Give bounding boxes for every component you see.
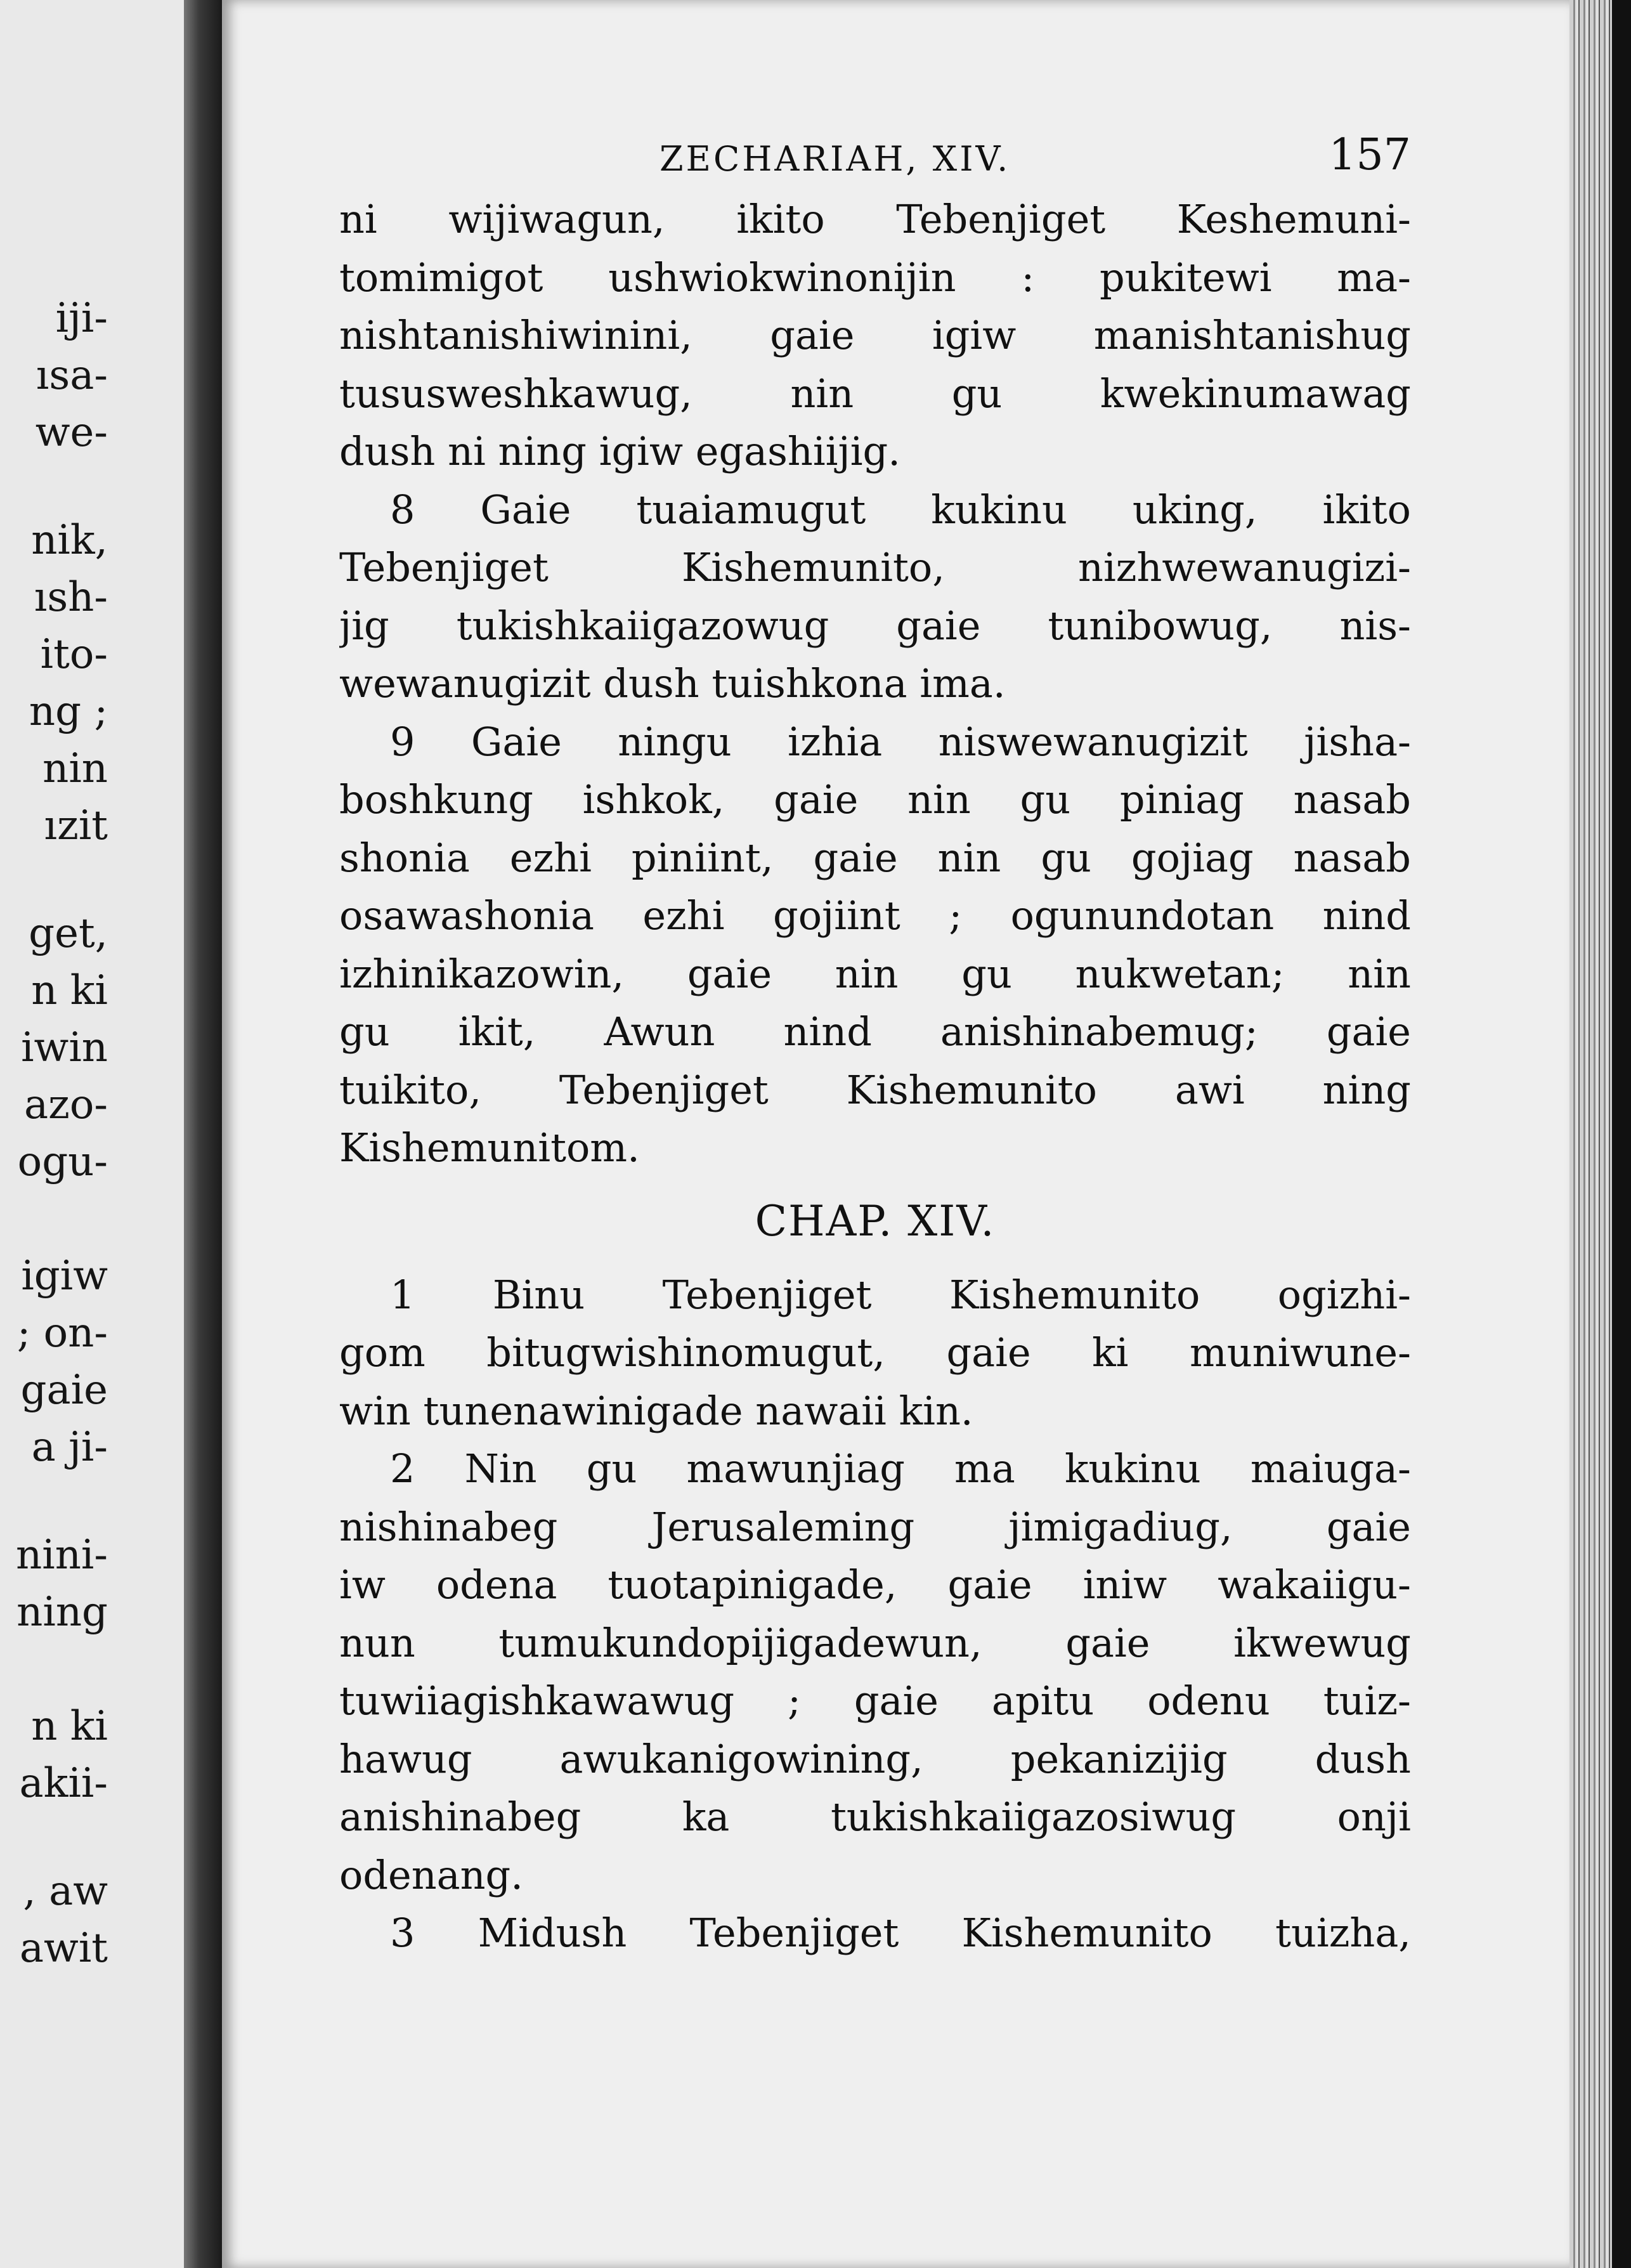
text-line: Kishemunitom. bbox=[339, 1124, 640, 1171]
left-page-fragment: nini- bbox=[16, 1532, 108, 1579]
text-line: Tebenjiget Kishemunito, nizhwewanugizi- bbox=[339, 544, 1411, 590]
text-line: anishinabeg ka tukishkaiigazosiwug onji bbox=[339, 1794, 1411, 1840]
left-page-fragment: ısa- bbox=[36, 352, 108, 399]
text-line: odenang. bbox=[339, 1851, 523, 1898]
text-line: gu ikit, Awun nind anishinabemug; gaie bbox=[339, 1008, 1411, 1055]
chapter-14-text bbox=[339, 1266, 1411, 1962]
text-line: tomimigot ushwiokwinonijin : pukitewi ma- bbox=[339, 254, 1411, 301]
text-line: 1 Binu Tebenjiget Kishemunito ogizhi- bbox=[390, 1271, 1411, 1318]
text-line: hawug awukanigowining, pekanizijig dush bbox=[339, 1735, 1411, 1782]
running-head bbox=[339, 130, 1411, 190]
left-page-fragment: ning bbox=[16, 1589, 108, 1636]
left-page-fragment: awit bbox=[19, 1925, 108, 1972]
text-line: nishtanishiwinini, gaie igiw manishtanishug bbox=[339, 312, 1411, 358]
left-page-fragment: get, bbox=[29, 910, 108, 957]
text-line: wewanugizit dush tuishkona ima. bbox=[339, 660, 1006, 707]
left-page-fragment: n ki bbox=[31, 967, 108, 1014]
text-line: jig tukishkaiigazowug gaie tunibowug, nis- bbox=[339, 602, 1411, 649]
left-page-fragment: iji- bbox=[55, 295, 108, 342]
text-line: iw odena tuotapinigade, gaie iniw wakaiigu- bbox=[339, 1561, 1411, 1608]
text-line: 8 Gaie tuaiamugut kukinu uking, ikito bbox=[390, 486, 1411, 533]
running-head-title: ZECHARIAH, XIV. bbox=[660, 139, 1011, 179]
left-page-fragment: ısh- bbox=[34, 574, 108, 621]
text-line: tuwiiagishkawawug ; gaie apitu odenu tuiz- bbox=[339, 1678, 1411, 1724]
left-facing-page bbox=[0, 0, 184, 2268]
text-line: shonia ezhi piniint, gaie nin gu gojiag nasab bbox=[339, 834, 1411, 881]
chapter-13-ending bbox=[339, 190, 1411, 1177]
left-page-fragment: n ki bbox=[31, 1703, 108, 1750]
text-line: izhinikazowin, gaie nin gu nukwetan; nin bbox=[339, 950, 1411, 997]
chapter-heading: CHAP. XIV. bbox=[755, 1196, 996, 1246]
text-line: nishinabeg Jerusaleming jimigadiug, gaie bbox=[339, 1503, 1411, 1550]
text-line: boshkung ishkok, gaie nin gu piniag nasab bbox=[339, 776, 1411, 823]
left-page-fragment: , aw bbox=[23, 1868, 108, 1915]
left-page-fragment: igiw bbox=[21, 1253, 108, 1300]
page-number: 157 bbox=[1329, 130, 1411, 180]
left-page-fragment: ito- bbox=[40, 631, 108, 678]
text-line: tuikito, Tebenjiget Kishemunito awi ning bbox=[339, 1066, 1411, 1113]
text-line: dush ni ning igiw egashiijig. bbox=[339, 428, 900, 474]
left-page-fragment: we- bbox=[35, 409, 108, 456]
text-line: gom bitugwishinomugut, gaie ki muniwune- bbox=[339, 1329, 1411, 1376]
text-line: ni wijiwagun, ikito Tebenjiget Keshemuni- bbox=[339, 196, 1411, 242]
left-page-fragment: ng ; bbox=[29, 688, 108, 735]
text-line: 9 Gaie ningu izhia niswewanugizit jisha- bbox=[390, 718, 1411, 765]
left-page-fragment: iwin bbox=[21, 1024, 108, 1071]
text-line: tususweshkawug, nin gu kwekinumawag bbox=[339, 370, 1411, 417]
page-text-block bbox=[339, 130, 1411, 1962]
text-line: 3 Midush Tebenjiget Kishemunito tuizha, bbox=[390, 1910, 1411, 1956]
left-page-fragment: a ji- bbox=[31, 1424, 108, 1471]
left-page-fragment: akii- bbox=[19, 1760, 108, 1807]
left-page-fragment: nik, bbox=[31, 517, 108, 564]
page-edges bbox=[1569, 0, 1631, 2268]
left-page-fragment: nin bbox=[42, 745, 108, 792]
left-page-fragment: azo- bbox=[23, 1081, 108, 1128]
text-line: nun tumukundopijigadewun, gaie ikwewug bbox=[339, 1619, 1411, 1666]
text-line: 2 Nin gu mawunjiag ma kukinu maiuga- bbox=[390, 1445, 1411, 1492]
left-page-fragment: ogu- bbox=[17, 1138, 108, 1185]
book-gutter bbox=[184, 0, 222, 2268]
text-line: win tunenawinigade nawaii kin. bbox=[339, 1387, 973, 1434]
left-page-fragment: ; on- bbox=[16, 1310, 108, 1357]
left-page-fragment: ızit bbox=[44, 802, 108, 849]
text-line: osawashonia ezhi gojiint ; ogunundotan nind bbox=[339, 892, 1411, 939]
left-page-fragment: gaie bbox=[20, 1367, 108, 1414]
